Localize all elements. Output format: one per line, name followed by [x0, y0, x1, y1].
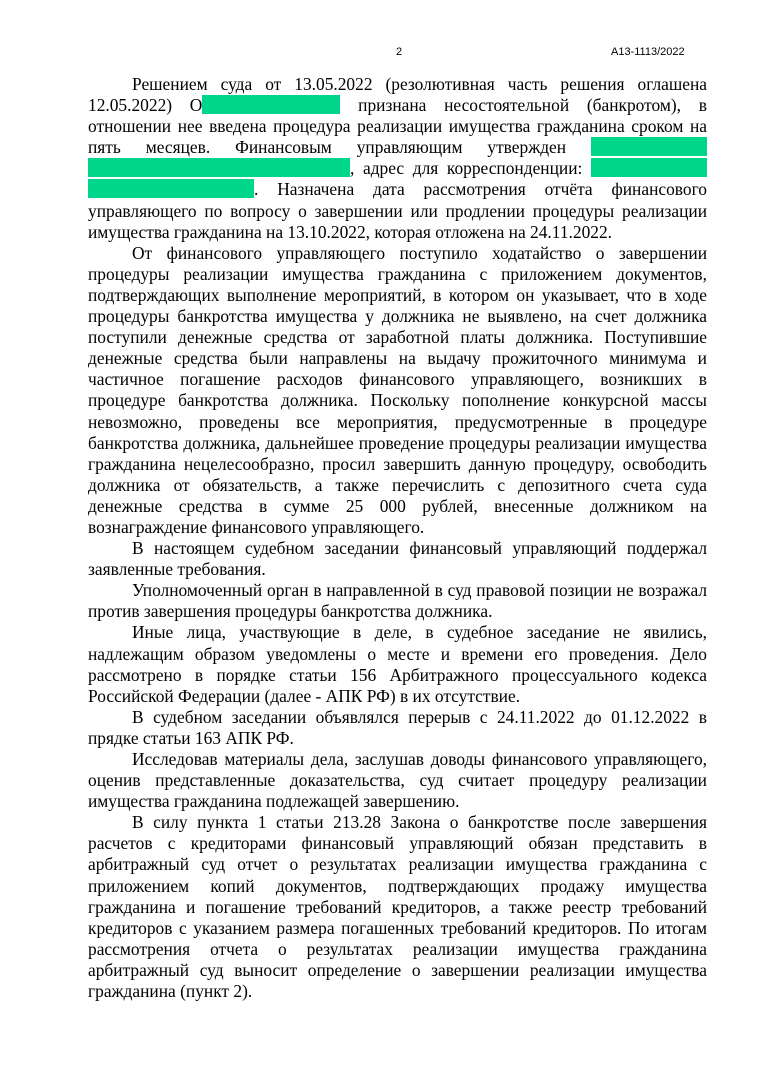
redaction-box [591, 158, 707, 177]
redaction-box [88, 158, 350, 177]
page-number: 2 [396, 46, 403, 58]
redaction-box [88, 179, 254, 198]
redaction-box [202, 95, 340, 114]
redaction-box [591, 137, 707, 156]
paragraph-text: признана несостоятельной (банкротом), в отношении нее введена процедура реализации имущества гражданина сроком на пять месяцев. Финансовым управляющим утвержден [88, 95, 707, 158]
paragraph-hearing: В настоящем судебном заседании финансовый управляющий поддержал заявленные требования. [88, 538, 707, 580]
paragraph-other-parties: Иные лица, участвующие в деле, в судебное заседание не явились, надлежащим образом уведомлены о месте и времени его проведения. Дело рассмотрено в порядке статьи 156 Арбитражного процессуального кодекса Российской Федерации (далее - АПК РФ) в их отсутствие. [88, 622, 707, 706]
paragraph-petition: От финансового управляющего поступило ходатайство о завершении процедуры реализации имущества гражданина с приложением документов, подтверждающих выполнение мероприятий, в котором он указывает, что в ходе процедуры банкротства имущества у должника не выявлено, на счет должника поступили денежные средства от заработной платы должника. Поступившие денежные средства были направлены на выдачу прожиточного минимума и частичное погашение расходов финансового управляющего, возникших в процедуре банкротства должника. Поскольку пополнение конкурсной массы невозможно, проведены все мероприятия, предусмотренные в процедуре банкротства должника, дальнейшее проведение процедуры реализации имущества гражданина нецелесообразно, просил завершить данную процедуру, освободить должника от обязательств, а также перечислить с депозитного счета суда денежные средства в сумме 25 000 рублей, внесенные должником на вознаграждение финансового управляющего. [88, 242, 707, 537]
paragraph-recess: В судебном заседании объявлялся перерыв с 24.11.2022 до 01.12.2022 в прядке статьи 163 АПК РФ. [88, 706, 707, 748]
paragraph-text: , адрес для корреспонденции: [350, 158, 583, 179]
paragraph-findings: Исследовав материалы дела, заслушав доводы финансового управляющего, оценив представленные доказательства, суд считает процедуру реализации имущества гражданина подлежащей завершению. [88, 749, 707, 812]
paragraph-authority: Уполномоченный орган в направленной в суд правовой позиции не возражал против завершения процедуры банкротства должника. [88, 580, 707, 622]
paragraph-decision [88, 74, 707, 243]
paragraph-law: В силу пункта 1 статьи 213.28 Закона о банкротстве после завершения расчетов с кредиторами финансовый управляющий обязан представить в арбитражный суд отчет о результатах реализации имущества гражданина с приложением копий документов, подтверждающих продажу имущества гражданина и погашение требований кредиторов, а также реестр требований кредиторов с указанием размера погашенных требований кредиторов. По итогам рассмотрения отчета о результатах реализации имущества гражданина арбитражный суд выносит определение о завершении реализации имущества гражданина (пункт 2). [88, 812, 707, 1002]
paragraph-text: . Назначена дата рассмотрения отчёта финансового управляющего по вопросу о завершении или продлении процедуры реализации имущества гражданина на 13.10.2022, которая отложена на 24.11.2022. [88, 179, 707, 242]
case-number: А13-1113/2022 [611, 46, 685, 58]
paragraph-text: Решением суда от 13.05.2022 (резолютивная часть решения оглашена 12.05.2022) О [88, 74, 707, 116]
document-body [88, 74, 707, 1002]
